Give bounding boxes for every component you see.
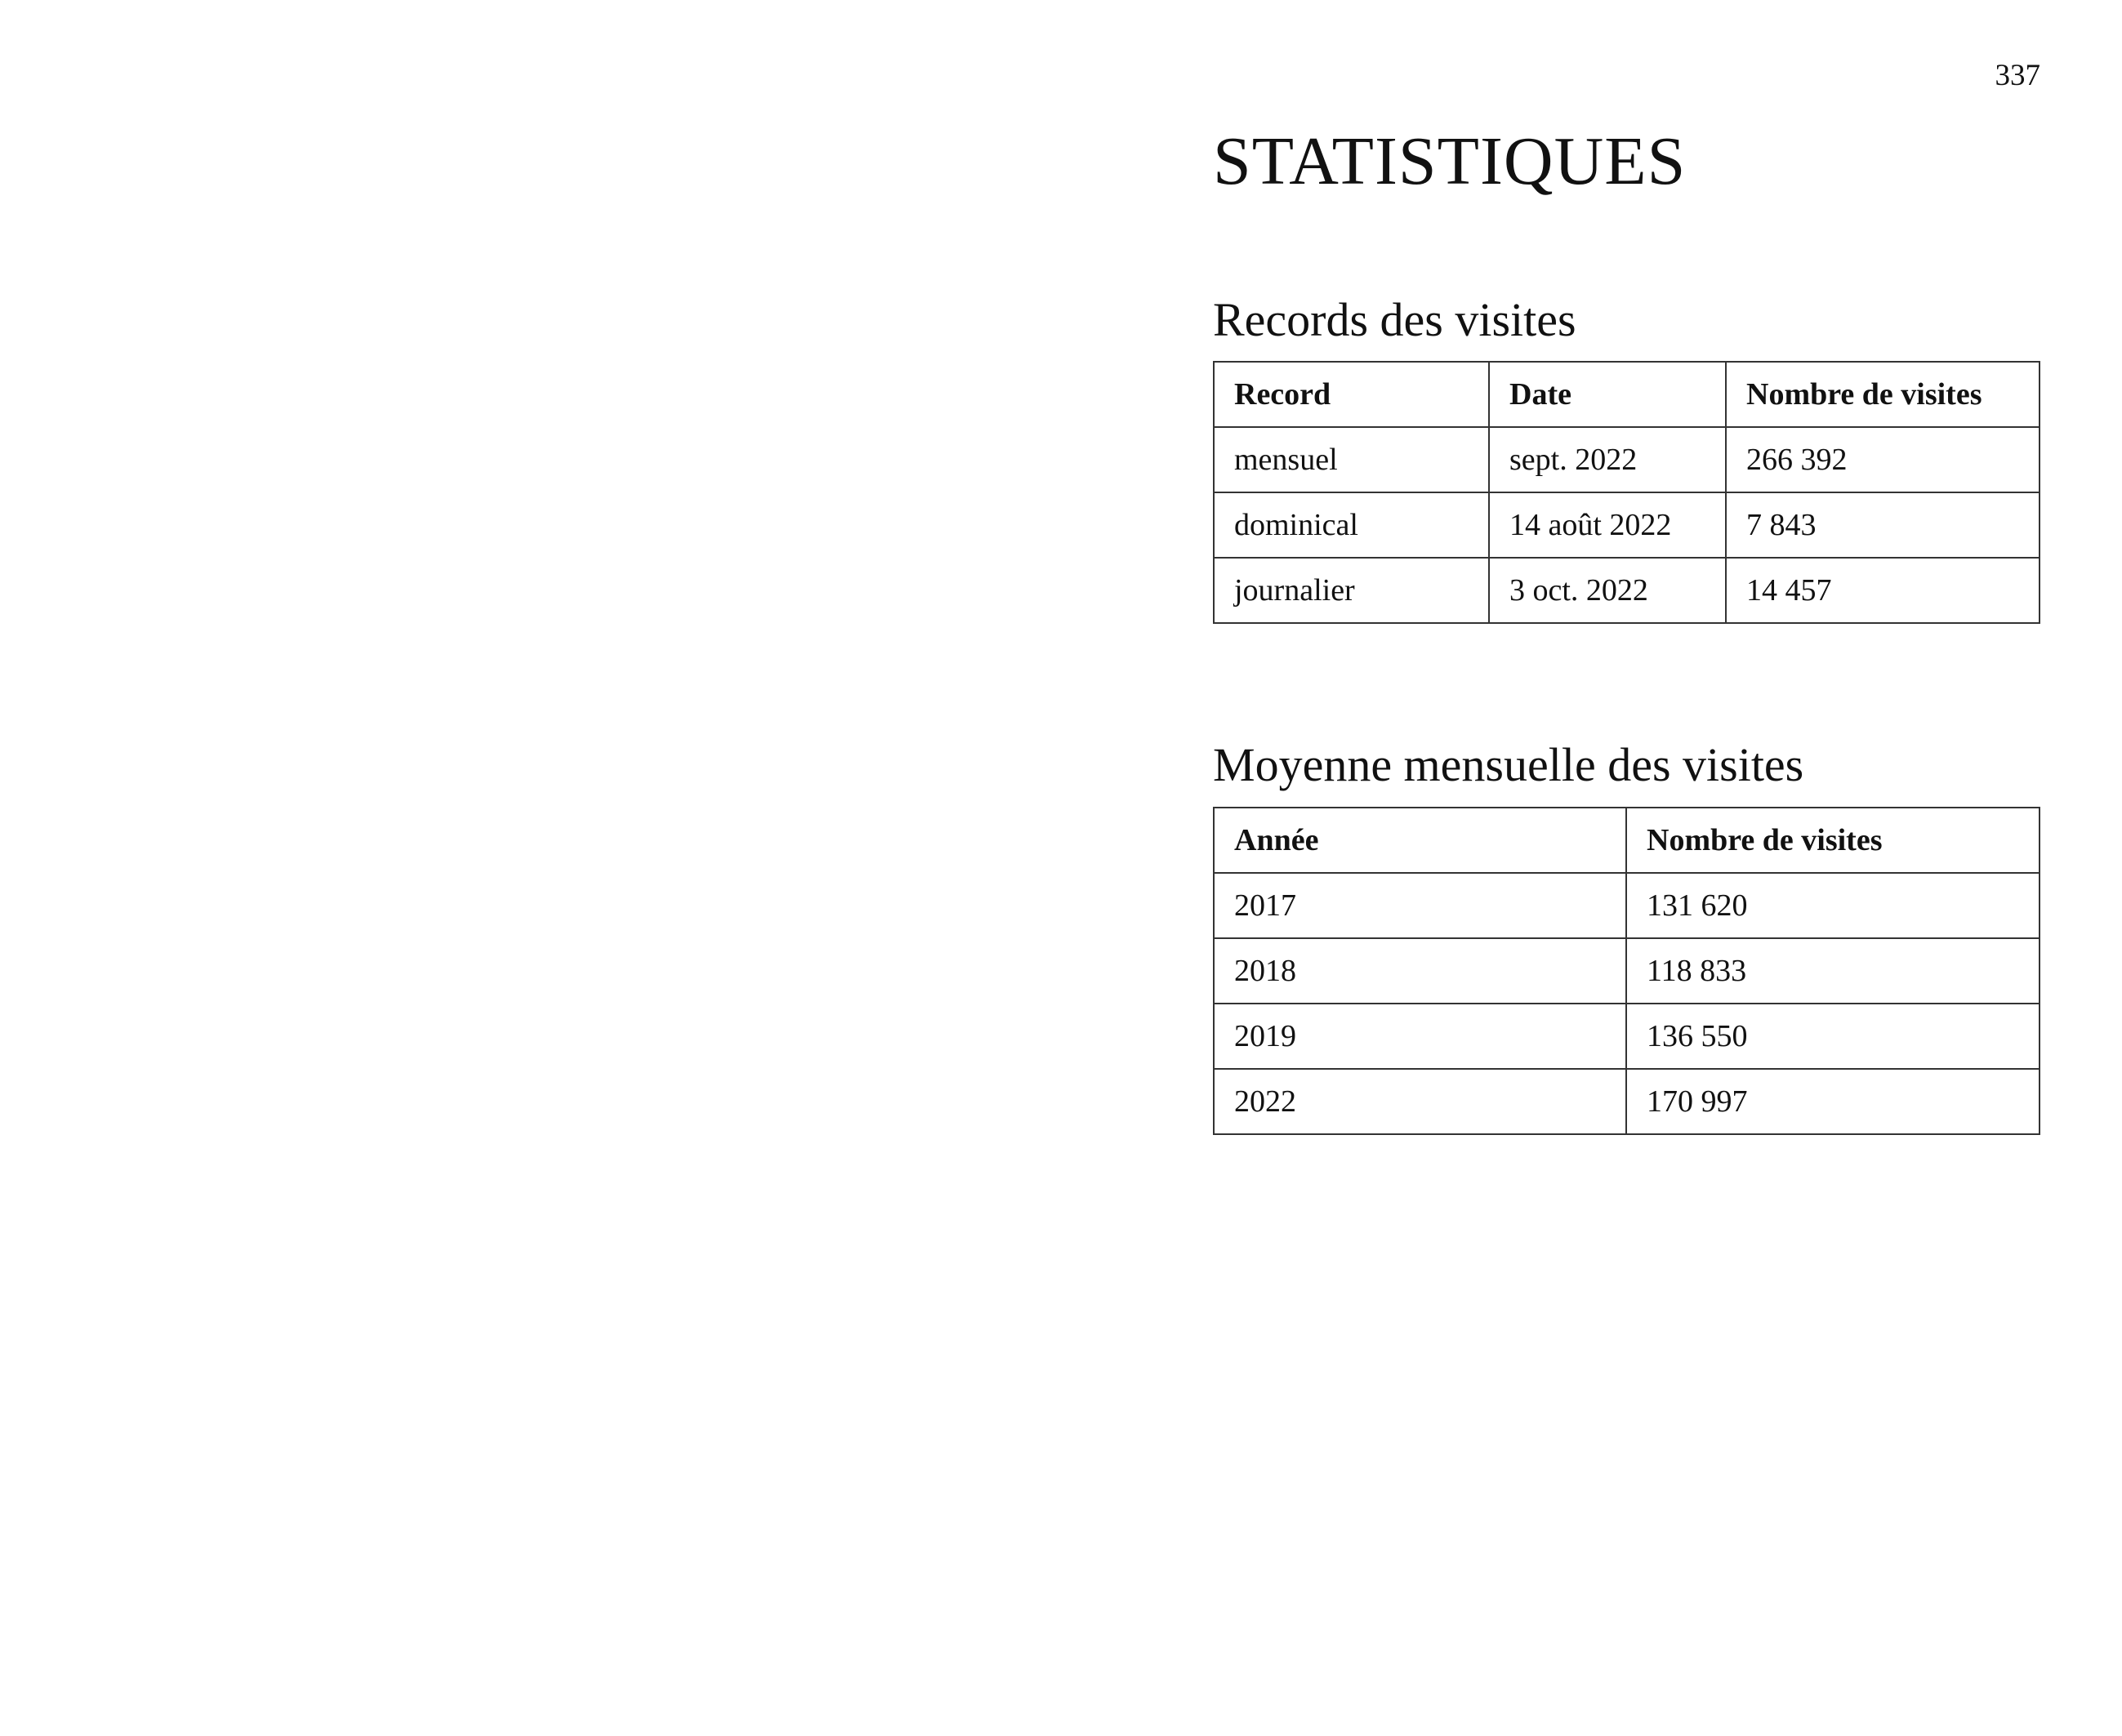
page-number: 337: [1995, 59, 2040, 92]
records-header-row: [1214, 362, 2040, 427]
average-visits-cell: 170 997: [1626, 1069, 2040, 1134]
year-cell: 2017: [1214, 873, 1626, 938]
column-header-visits: Nombre de visites: [1726, 362, 2040, 427]
column-header-year: Année: [1214, 808, 1626, 873]
records-section-title: Records des visites: [1213, 292, 1576, 346]
table-row: [1214, 558, 2040, 623]
record-type-cell: mensuel: [1214, 427, 1489, 492]
average-visits-cell: 136 550: [1626, 1004, 2040, 1069]
record-visits-cell: 266 392: [1726, 427, 2040, 492]
table-row: [1214, 938, 2040, 1004]
average-visits-cell: 118 833: [1626, 938, 2040, 1004]
monthly-average-section-title: Moyenne mensuelle des visites: [1213, 738, 1804, 792]
table-row: [1214, 1004, 2040, 1069]
table-row: [1214, 492, 2040, 558]
column-header-date: Date: [1489, 362, 1726, 427]
average-visits-cell: 131 620: [1626, 873, 2040, 938]
record-type-cell: dominical: [1214, 492, 1489, 558]
record-date-cell: 3 oct. 2022: [1489, 558, 1726, 623]
record-date-cell: 14 août 2022: [1489, 492, 1726, 558]
records-table: [1213, 361, 2040, 624]
year-cell: 2022: [1214, 1069, 1626, 1134]
monthly-average-header-row: [1214, 808, 2040, 873]
table-row: [1214, 873, 2040, 938]
monthly-average-table: [1213, 807, 2040, 1135]
page-title: STATISTIQUES: [1213, 123, 1687, 199]
monthly-average-section: [1213, 737, 2039, 1135]
page-content: [1213, 122, 2039, 1135]
table-row: [1214, 427, 2040, 492]
column-header-record: Record: [1214, 362, 1489, 427]
table-row: [1214, 1069, 2040, 1134]
records-section: [1213, 292, 2039, 625]
record-visits-cell: 14 457: [1726, 558, 2040, 623]
year-cell: 2018: [1214, 938, 1626, 1004]
record-visits-cell: 7 843: [1726, 492, 2040, 558]
record-date-cell: sept. 2022: [1489, 427, 1726, 492]
column-header-visits: Nombre de visites: [1626, 808, 2040, 873]
record-type-cell: journalier: [1214, 558, 1489, 623]
year-cell: 2019: [1214, 1004, 1626, 1069]
